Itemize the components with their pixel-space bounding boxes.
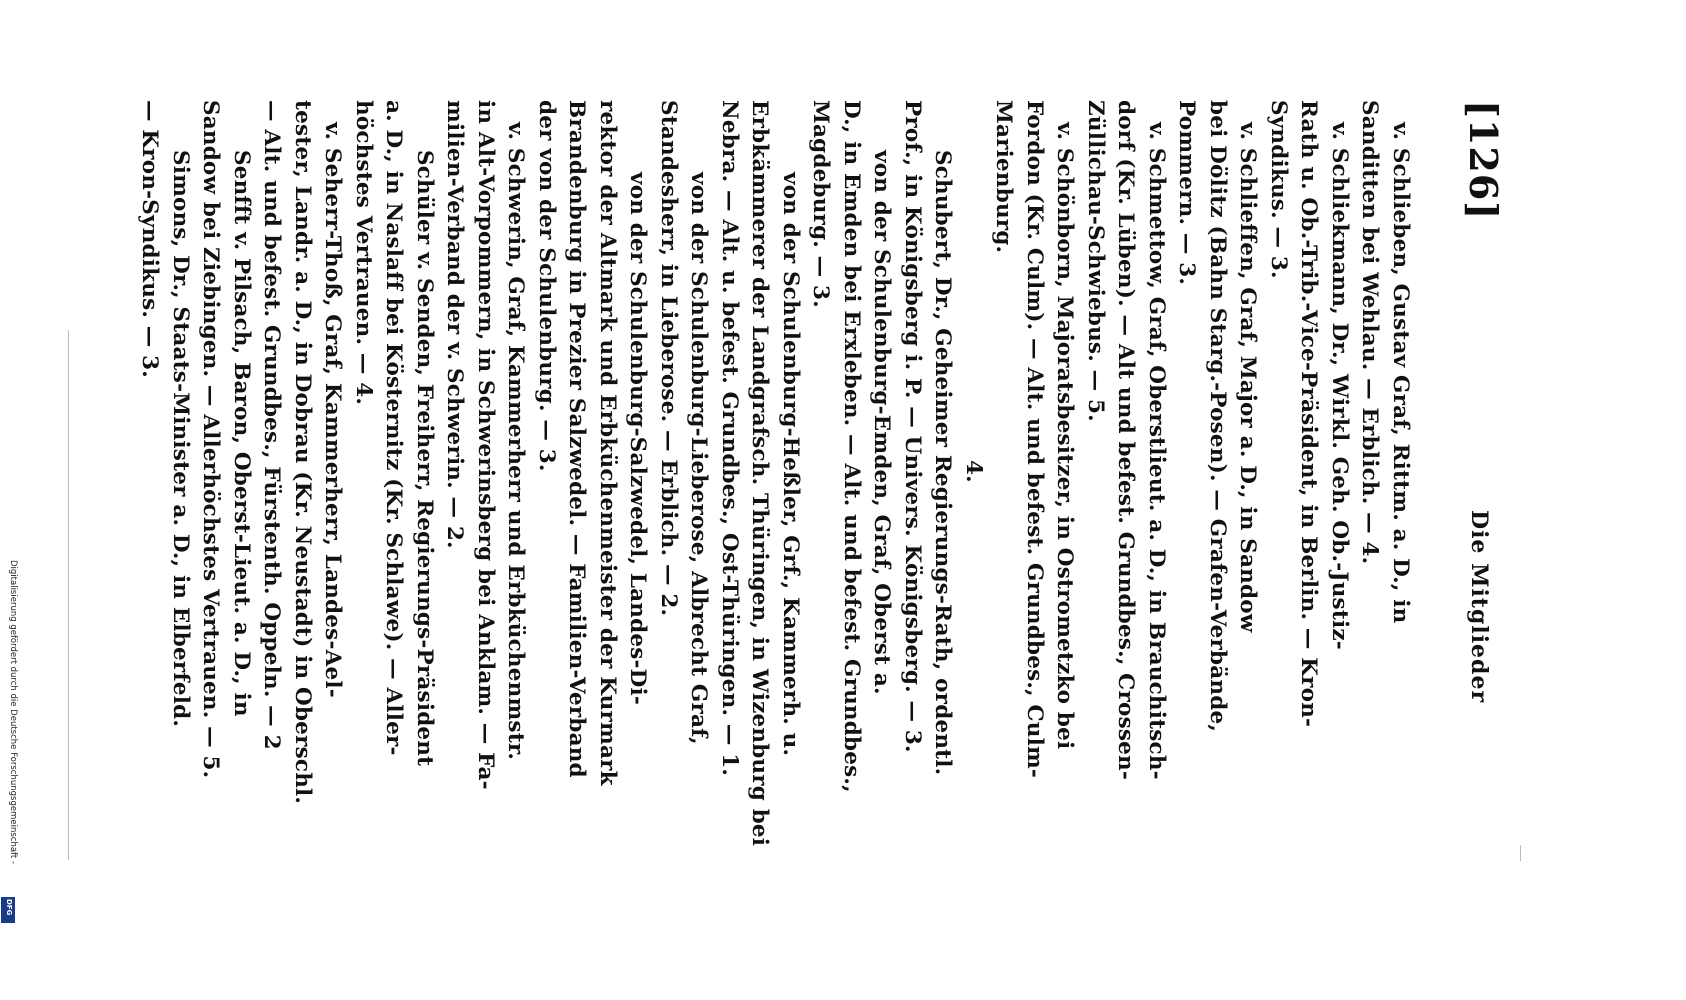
section-number: 4. (961, 460, 986, 483)
text-line: Magdeburg. — 3. (808, 100, 834, 308)
member-entries (134, 100, 1415, 950)
page-content-rotated (137, 80, 1510, 960)
dfg-logo-text: DFG (5, 899, 13, 916)
text-line: Sanditten bei Wehlau. — Erblich. — 4. (1357, 100, 1383, 565)
text-line: von der Schulenburg-Emden, Graf, Oberst a. (869, 150, 895, 695)
text-line: Rath u. Ob.-Trib.-Vice-Präsident, in Berlin. — Kron- (1296, 100, 1322, 728)
text-line: rektor der Altmark und Erbküchenmeister der Kurmark (595, 100, 620, 786)
text-line: — Kron-Syndikus. — 3. (137, 100, 163, 378)
running-head: Die Mitglieder (1466, 510, 1492, 704)
digitization-credit (0, 560, 20, 930)
scanned-page (137, 80, 1510, 960)
text-line: v. Schliekmann, Dr., Wirkl. Geh. Ob.-Justiz- (1327, 122, 1352, 650)
text-line: v. Schlieben, Gustav Graf, Rittm. a. D., in (1388, 122, 1413, 624)
text-line: Syndikus. — 3. (1266, 100, 1291, 279)
text-line: tester, Landr. a. D., in Dobrau (Kr. Neustadt) in Oberschl. (290, 100, 315, 805)
text-line: Marienburg. (991, 100, 1017, 254)
text-line: a. D., in Naslaff bei Kösternitz (Kr. Schlawe). — Aller- (381, 100, 407, 756)
credit-text: Digitalisierung gefördert durch die Deutsche Forschungsgemeinschaft - (8, 560, 18, 864)
text-line: von der Schulenburg-Lieberose, Albrecht Graf, (686, 172, 712, 745)
text-line: Schüler v. Senden, Freiherr, Regierungs-Präsident (412, 150, 437, 767)
text-line: v. Seherr-Thoß, Graf, Kammerherr, Landes-Ael- (320, 122, 346, 698)
text-line: Prof., in Königsberg i. P. — Univers. Königsberg. — 3. (900, 100, 925, 753)
text-line: Sandow bei Ziebingen. — Allerhöchstes Vertrauen. — 5. (198, 100, 224, 779)
text-line: v. Schwerin, Graf, Kammerherr und Erbküchenmstr. (503, 122, 529, 761)
text-line: Züllichau-Schwiebus. — 5. (1083, 100, 1108, 422)
page-number: [126] (1461, 100, 1506, 221)
text-line: Senfft v. Pilsach, Baron, Oberst-Lieut. a. D., in (229, 150, 254, 717)
text-line: D., in Emden bei Erxleben. — Alt. und befest. Grundbes., (839, 100, 864, 793)
dfg-logo (1, 897, 15, 923)
page-edge-line (68, 330, 69, 860)
text-line: Simons, Dr., Staats-Minister a. D., in Elberfeld. (168, 150, 193, 728)
text-line: milien-Verband der v. Schwerin. — 2. (442, 100, 468, 549)
text-line: v. Schmettow, Graf, Oberstlieut. a. D., in Brauchitsch- (1144, 122, 1169, 780)
text-line: in Alt-Vorpommern, in Schwerinsberg bei Anklam. — Fa- (473, 100, 498, 790)
text-line: Fordon (Kr. Culm). — Alt. und befest. Grundbes., Culm- (1022, 100, 1047, 779)
page-edge-mark (1520, 845, 1521, 861)
text-line: v. Schönborn, Majoratsbesitzer, in Ostrometzko bei (1052, 122, 1078, 750)
text-line: höchstes Vertrauen. — 4. (351, 100, 376, 406)
text-line: — Alt. und befest. Grundbes., Fürstenth. Oppeln. — 2 (259, 100, 285, 750)
text-line: dorf (Kr. Lüben). — Alt und befest. Grundbes., Crossen- (1113, 100, 1139, 781)
text-line: Standesherr, in Lieberose. — Erblich. — 2. (656, 100, 681, 617)
text-line: Nebra. — Alt. u. befest. Grundbes., Ost-Thüringen. — 1. (717, 100, 742, 777)
text-line: der von der Schulenburg. — 3. (534, 100, 559, 472)
text-line: v. Schlieffen, Graf, Major a. D., in Sandow (1235, 122, 1261, 633)
text-line: von der Schulenburg-Salzwedel, Landes-Di- (625, 172, 651, 706)
text-line: Brandenburg in Prezier Salzwedel. — Familien-Verband (564, 100, 590, 778)
page-header (1420, 80, 1510, 960)
text-line: von der Schulenburg-Heßler, Grf., Kammerh. u. (778, 172, 803, 757)
text-line: Schubert, Dr., Geheimer Regierungs-Rath, ordentl. (930, 150, 956, 776)
text-line: Erbkämmerer der Landgrafsch. Thüringen, in Wizenburg bei (747, 100, 773, 847)
text-line: bei Dölitz (Bahn Starg.-Posen). — Grafen-Verbände, (1205, 100, 1230, 733)
text-line: Pommern. — 3. (1174, 100, 1200, 286)
